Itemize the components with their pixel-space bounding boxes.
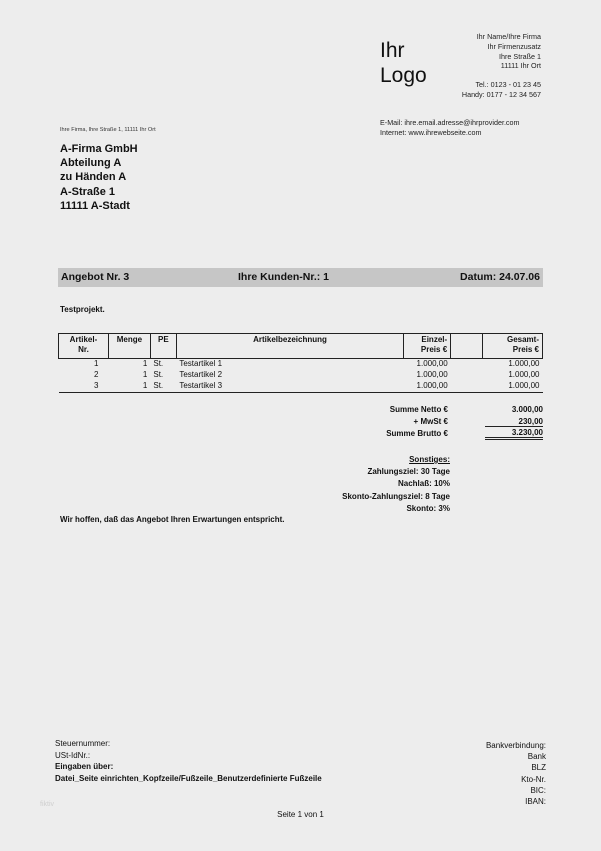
cell-menge: 1 bbox=[142, 381, 148, 391]
recipient-line: A-Straße 1 bbox=[60, 185, 116, 198]
recipient-line: Abteilung A bbox=[60, 157, 122, 170]
cell-einzelpreis: 1.000,00 bbox=[416, 381, 448, 391]
col-header-bezeichnung: Artikelbezeichnung bbox=[176, 334, 403, 359]
return-address-line: Ihre Firma, Ihre Straße 1, 11111 Ihr Ort bbox=[60, 127, 156, 133]
total-netto-row bbox=[300, 405, 543, 417]
sender-address bbox=[400, 32, 541, 100]
sender-contact bbox=[380, 118, 520, 137]
misc-skonto: Skonto: 3% bbox=[406, 503, 450, 513]
logo-line-1: Ihr bbox=[380, 39, 405, 62]
cell-bezeichnung: Testartikel 1 bbox=[179, 359, 223, 369]
total-brutto-row bbox=[300, 429, 543, 441]
recipient-line: A-Firma GmbH bbox=[60, 143, 138, 155]
cell-pe: St. bbox=[153, 381, 164, 391]
cell-pe: St. bbox=[153, 359, 164, 369]
cell-bezeichnung: Testartikel 2 bbox=[179, 370, 223, 380]
page-number: Seite 1 von 1 bbox=[277, 810, 324, 819]
closing-text: Wir hoffen, daß das Angebot Ihren Erwartungen entspricht. bbox=[60, 515, 285, 524]
total-netto-label: Summe Netto € bbox=[389, 405, 448, 414]
footer-eingaben: Eingaben über: bbox=[55, 762, 114, 772]
cell-menge: 1 bbox=[142, 359, 148, 369]
sender-line: Ihre Straße 1 bbox=[499, 51, 541, 61]
cell-menge: 1 bbox=[142, 370, 148, 380]
cell-nr: 2 bbox=[93, 370, 99, 380]
misc-heading: Sonstiges: bbox=[409, 455, 450, 464]
sender-email: E-Mail: ihre.email.adresse@ihrprovider.com bbox=[380, 118, 520, 127]
footer-steuernummer: Steuernummer: bbox=[55, 739, 111, 748]
logo-line-2: Logo bbox=[380, 64, 427, 87]
footer-bank-line: IBAN: bbox=[525, 797, 546, 807]
misc-zahlungsziel: Zahlungsziel: 30 Tage bbox=[367, 467, 450, 477]
sender-line: Ihr Firmenzusatz bbox=[487, 41, 541, 51]
misc-skonto-ziel: Skonto-Zahlungsziel: 8 Tage bbox=[342, 491, 450, 501]
col-header-gesamtpreis: Gesamt- Preis € bbox=[483, 334, 543, 359]
col-header-blank bbox=[451, 334, 483, 359]
cell-gesamtpreis: 1.000,00 bbox=[508, 359, 540, 369]
misc-terms bbox=[250, 454, 450, 515]
total-netto-value: 3.000,00 bbox=[511, 405, 543, 414]
footer-bank bbox=[430, 740, 546, 807]
col-header-artikel-nr: Artikel- Nr. bbox=[59, 334, 109, 359]
table-header-row bbox=[59, 334, 543, 359]
recipient-address bbox=[60, 142, 138, 213]
cell-pe: St. bbox=[153, 370, 164, 380]
total-brutto-value: 3.230,00 bbox=[485, 428, 543, 440]
sender-handy: Handy: 0177 - 12 34 567 bbox=[461, 89, 541, 99]
sender-internet: Internet: www.ihrewebseite.com bbox=[380, 127, 482, 137]
footer-bank-line: Bank bbox=[527, 752, 546, 762]
footer-bank-line: Kto-Nr. bbox=[521, 774, 546, 784]
total-brutto-label: Summe Brutto € bbox=[386, 429, 448, 438]
total-mwst-label: + MwSt € bbox=[413, 417, 448, 426]
footer-bank-line: BLZ bbox=[531, 763, 546, 773]
items-table bbox=[58, 333, 543, 393]
table-row bbox=[59, 359, 543, 371]
cell-einzelpreis: 1.000,00 bbox=[416, 370, 448, 380]
total-mwst-value: 230,00 bbox=[485, 417, 543, 427]
col-header-einzelpreis: Einzel- Preis € bbox=[404, 334, 451, 359]
cell-einzelpreis: 1.000,00 bbox=[416, 359, 448, 369]
cell-nr: 1 bbox=[93, 359, 99, 369]
footer-ustid: USt-IdNr.: bbox=[55, 750, 91, 760]
totals-block bbox=[300, 405, 543, 441]
watermark: fiktiv bbox=[40, 801, 54, 808]
cell-gesamtpreis: 1.000,00 bbox=[508, 381, 540, 391]
col-header-pe: PE bbox=[150, 334, 176, 359]
footer-left bbox=[55, 738, 322, 784]
offer-date: Datum: 24.07.06 bbox=[460, 271, 540, 283]
customer-number: Ihre Kunden-Nr.: 1 bbox=[238, 271, 330, 283]
footer-bank-line: BIC: bbox=[530, 785, 546, 795]
sender-tel: Tel.: 0123 - 01 23 45 bbox=[475, 80, 541, 90]
footer-datei-hint: Datei_Seite einrichten_Kopfzeile/Fußzeile_Benutzerdefinierte Fußzeile bbox=[55, 773, 322, 783]
cell-gesamtpreis: 1.000,00 bbox=[508, 370, 540, 380]
recipient-line: zu Händen A bbox=[60, 171, 127, 184]
intro-text: Testprojekt. bbox=[60, 305, 105, 314]
offer-number: Angebot Nr. 3 bbox=[61, 271, 130, 283]
table-row bbox=[59, 381, 543, 393]
cell-nr: 3 bbox=[93, 381, 99, 391]
col-header-menge: Menge bbox=[108, 334, 150, 359]
sender-line: 11111 Ihr Ort bbox=[500, 61, 541, 71]
footer-bank-line: Bankverbindung: bbox=[485, 741, 546, 750]
sender-line: Ihr Name/Ihre Firma bbox=[476, 32, 541, 41]
table-row bbox=[59, 370, 543, 381]
cell-bezeichnung: Testartikel 3 bbox=[179, 381, 223, 391]
offer-header-band bbox=[58, 268, 543, 287]
recipient-line: 11111 A-Stadt bbox=[60, 199, 130, 212]
misc-nachlass: Nachlaß: 10% bbox=[397, 479, 450, 489]
